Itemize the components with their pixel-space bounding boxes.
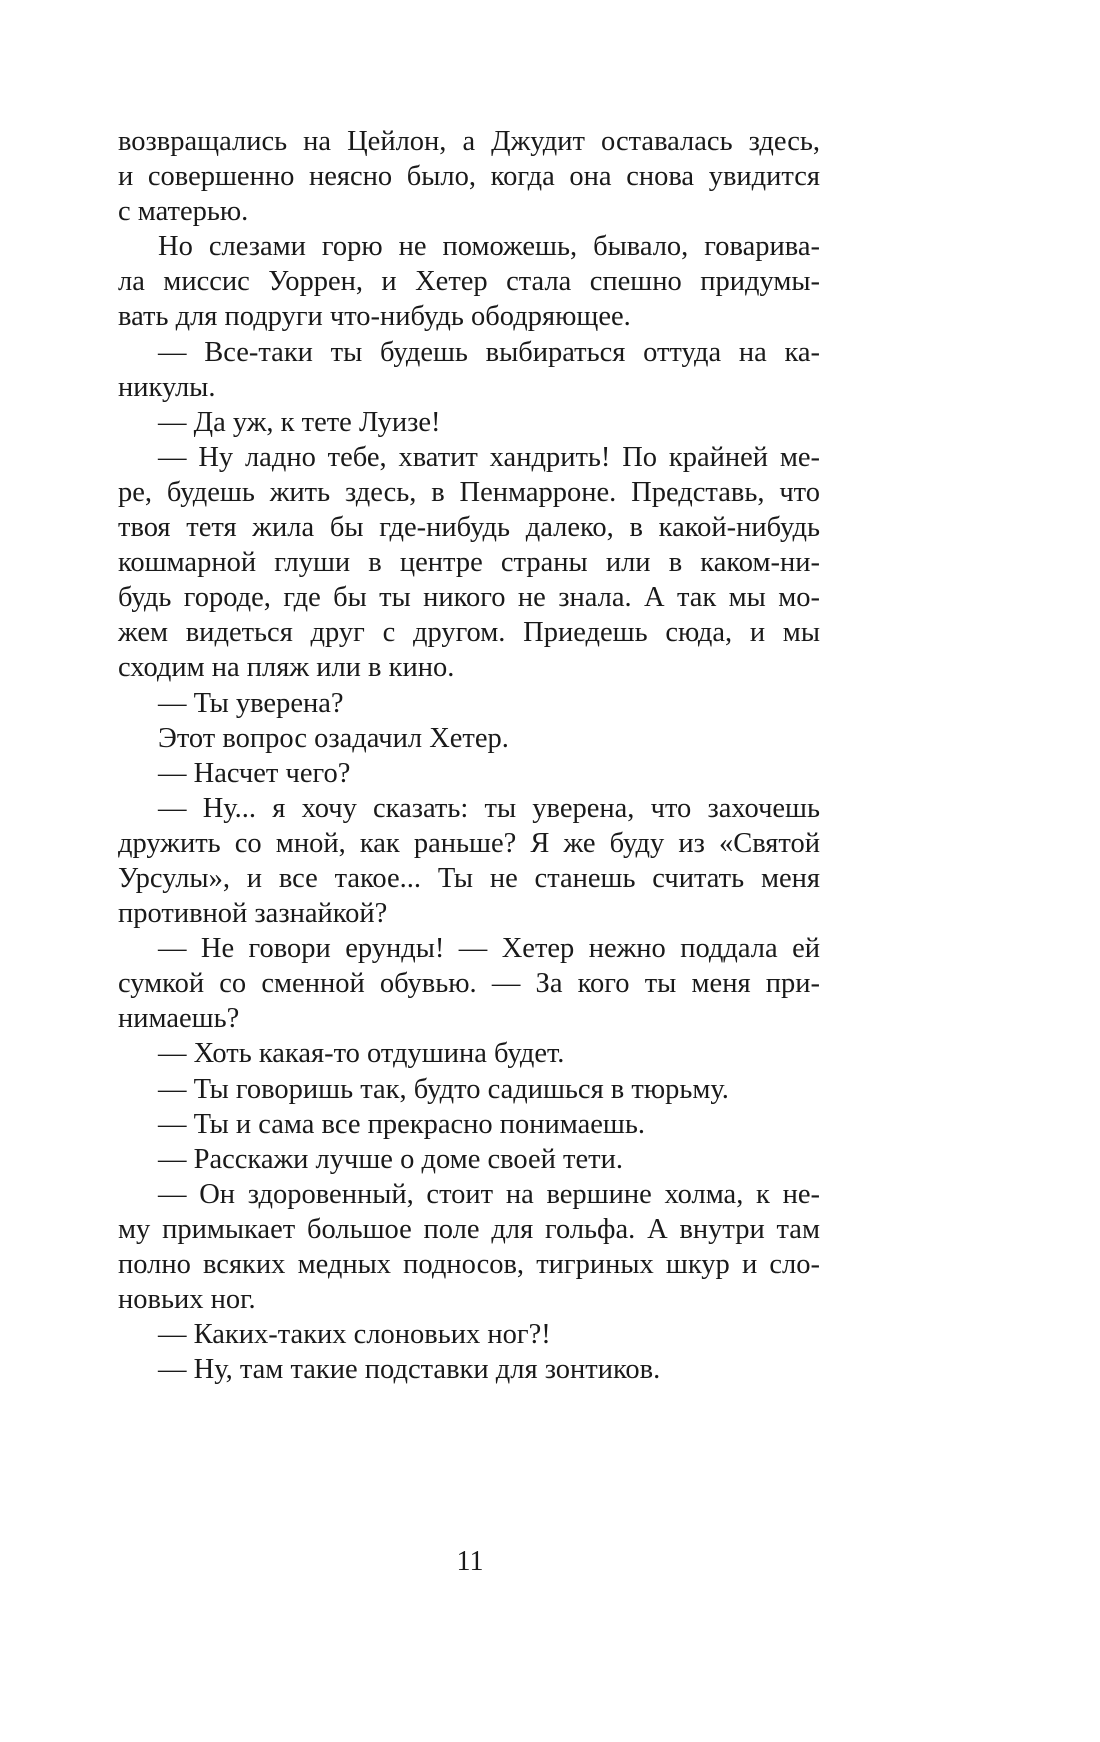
- text-line: жем видеться друг с другом. Приедешь сюда, и мы: [118, 617, 820, 649]
- text-line: — Ты уверена?: [158, 687, 344, 719]
- text-line: — Расскажи лучше о доме своей тети.: [158, 1143, 623, 1175]
- text-line: — Да уж, к тете Луизе!: [158, 406, 441, 438]
- text-line: твоя тетя жила бы где-нибудь далеко, в какой-нибудь: [118, 512, 820, 544]
- text-line: кошмарной глуши в центре страны или в каком-ни-: [118, 547, 820, 579]
- text-line: — Не говори ерунды! — Хетер нежно поддала ей: [158, 933, 820, 965]
- text-line: никулы.: [118, 371, 216, 403]
- text-line: — Насчет чего?: [158, 757, 351, 789]
- text-line: новьих ног.: [118, 1284, 256, 1316]
- text-line: вать для подруги что-нибудь ободряющее.: [118, 301, 631, 333]
- text-line: нимаешь?: [118, 1003, 240, 1035]
- text-line: — Ты говоришь так, будто садишься в тюрьму.: [158, 1073, 729, 1105]
- text-line: — Ну, там такие подставки для зонтиков.: [158, 1354, 661, 1386]
- text-line: — Каких-таких слоновьих ног?!: [158, 1319, 551, 1351]
- text-line: — Он здоровенный, стоит на вершине холма, к не-: [158, 1178, 820, 1210]
- page-number: 11: [456, 1546, 484, 1577]
- text-line: дружить со мной, как раньше? Я же буду из «Святой: [118, 827, 820, 859]
- text-line: — Ты и сама все прекрасно понимаешь.: [158, 1108, 645, 1140]
- text-line: Этот вопрос озадачил Хетер.: [158, 722, 509, 754]
- text-line: противной зазнайкой?: [118, 898, 388, 930]
- text-line: с матерью.: [118, 196, 249, 228]
- text-line: сумкой со сменной обувью. — За кого ты меня при-: [118, 968, 820, 1000]
- text-line: ре, будешь жить здесь, в Пенмарроне. Представь, что: [118, 476, 820, 508]
- text-line: и совершенно неясно было, когда она снова увидится: [118, 161, 820, 193]
- text-line: Но слезами горю не поможешь, бывало, говарива-: [158, 231, 820, 263]
- text-line: Урсулы», и все такое... Ты не станешь считать меня: [118, 862, 820, 894]
- text-line: — Все-таки ты будешь выбираться оттуда на ка-: [158, 336, 820, 368]
- text-line: — Ну ладно тебе, хватит хандрить! По крайней ме-: [158, 441, 820, 473]
- page-body: [118, 124, 820, 1387]
- text-line: возвращались на Цейлон, а Джудит оставалась здесь,: [118, 126, 820, 157]
- text-line: — Ну... я хочу сказать: ты уверена, что захочешь: [158, 792, 820, 824]
- text-line: му примыкает большое поле для гольфа. А внутри там: [118, 1213, 820, 1245]
- text-line: ла миссис Уоррен, и Хетер стала спешно придумы-: [118, 266, 820, 298]
- text-line: сходим на пляж или в кино.: [118, 652, 455, 684]
- text-line: будь городе, где бы ты никого не знала. А так мы мо-: [118, 582, 820, 614]
- text-line: — Хоть какая-то отдушина будет.: [158, 1038, 565, 1070]
- text-line: полно всяких медных подносов, тигриных шкур и сло-: [118, 1249, 820, 1280]
